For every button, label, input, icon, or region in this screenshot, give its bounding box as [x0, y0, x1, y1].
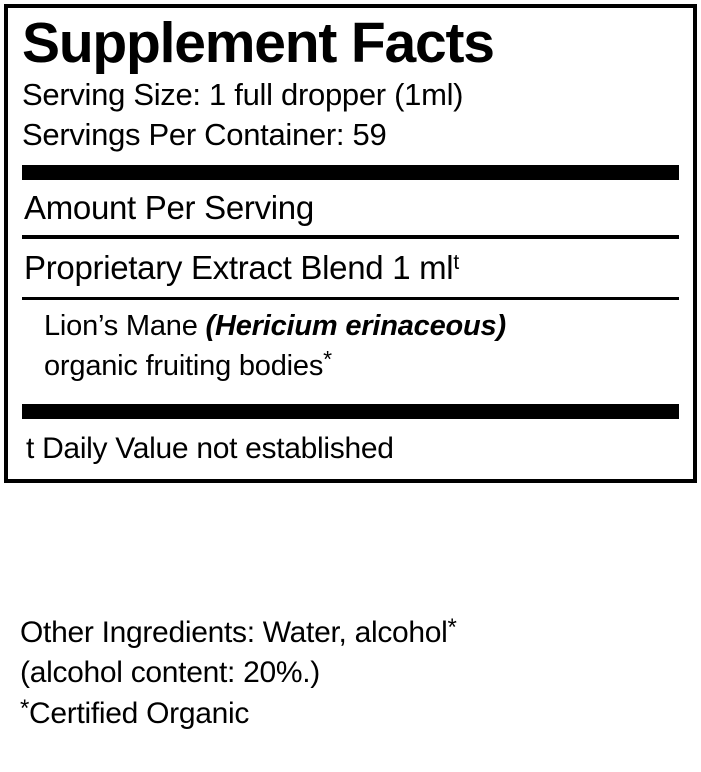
daily-value-note: t Daily Value not established — [26, 432, 394, 466]
dagger-symbol: t — [453, 251, 459, 275]
divider-thick-bottom — [22, 404, 679, 419]
ingredient-common-name: Lion’s Mane — [44, 309, 206, 342]
certified-organic-line — [20, 693, 690, 734]
other-ingredients-text: Other Ingredients: Water, alcohol — [20, 616, 448, 649]
amount-per-serving-header: Amount Per Serving — [24, 188, 314, 226]
supplement-facts-panel — [4, 4, 697, 483]
servings-per-container-text: Servings Per Container: 59 — [22, 116, 387, 152]
other-ingredients-line-1 — [20, 612, 690, 653]
proprietary-blend-row — [22, 239, 679, 297]
divider-thick-top — [22, 165, 679, 180]
serving-size-text: Serving Size: 1 full dropper (1ml) — [22, 77, 464, 113]
page-title: Supplement Facts — [22, 11, 494, 75]
asterisk-symbol-other: * — [447, 614, 457, 641]
asterisk-symbol-organic: * — [20, 694, 30, 722]
certified-organic-text: Certified Organic — [29, 696, 250, 730]
ingredient-lions-mane — [22, 300, 679, 394]
proprietary-blend-name: Proprietary Extract Blend 1 ml — [24, 249, 454, 287]
other-ingredients-block — [20, 612, 690, 734]
ingredient-latin-name: (Hericium erinaceous) — [205, 309, 506, 342]
ingredient-description: organic fruiting bodies — [44, 350, 324, 383]
asterisk-symbol: * — [323, 346, 332, 373]
alcohol-content-line: (alcohol content: 20%.) — [20, 655, 320, 689]
